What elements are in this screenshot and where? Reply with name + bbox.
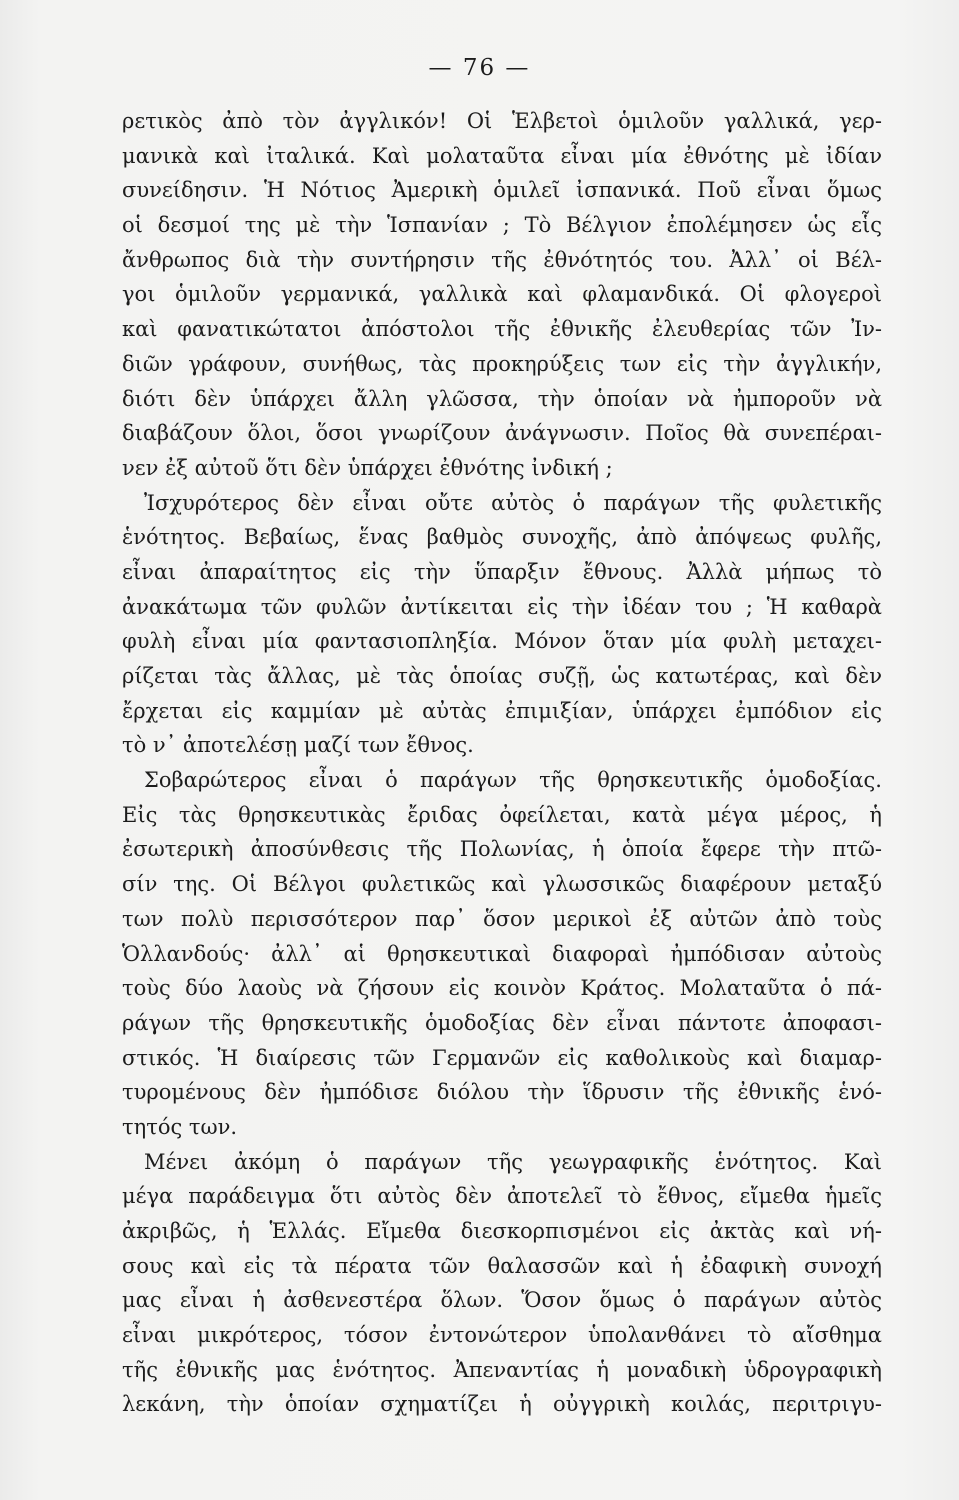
text-line: ἀκριβῶς, ἡ Ἑλλάς. Εἴμεθα διεσκορπισμένοι εἰς ἀκτὰς καὶ νή- bbox=[122, 1219, 882, 1243]
text-line: διῶν γράφουν, συνήθως, τὰς προκηρύξεις των εἰς τὴν ἀγγλικήν, bbox=[122, 351, 882, 376]
text-line: σους καὶ εἰς τὰ πέρατα τῶν θαλασσῶν καὶ ἡ ἐδαφικὴ συνοχή bbox=[122, 1253, 882, 1278]
text-line: συνείδησιν. Ἡ Νότιος Ἀμερικὴ ὁμιλεῖ ἰσπανικά. Ποῦ εἶναι ὅμως bbox=[122, 178, 882, 203]
text-line: τὸ ν᾽ ἀποτελέσῃ μαζί των ἔθνος. bbox=[122, 733, 474, 758]
text-line: εἶναι μικρότερος, τόσον ἐντονώτερον ὑπολανθάνει τὸ αἴσθημα bbox=[122, 1323, 882, 1348]
text-line: οἱ δεσμοί της μὲ τὴν Ἱσπανίαν ; Τὸ Βέλγιον ἐπολέμησεν ὡς εἷς bbox=[122, 213, 882, 238]
text-line: ρίζεται τὰς ἄλλας, μὲ τὰς ὁποίας συζῇ, ὡς κατωτέρας, καὶ δὲν bbox=[122, 664, 882, 688]
text-line: στικός. Ἡ διαίρεσις τῶν Γερμανῶν εἰς καθολικοὺς καὶ διαμαρ- bbox=[122, 1045, 882, 1070]
text-line: ρετικὸς ἀπὸ τὸν ἀγγλικόν! Οἱ Ἑλβετοὶ ὁμιλοῦν γαλλικά, γερ- bbox=[122, 109, 882, 133]
text-line: σίν της. Οἱ Βέλγοι φυλετικῶς καὶ γλωσσικῶς διαφέρουν μεταξύ bbox=[122, 872, 882, 897]
text-line: Ὁλλανδούς· ἀλλ᾽ αἱ θρησκευτικαὶ διαφοραὶ ἠμπόδισαν αὐτοὺς bbox=[122, 941, 882, 966]
text-line: Μένει ἀκόμη ὁ παράγων τῆς γεωγραφικῆς ἑνότητος. Καὶ bbox=[144, 1149, 882, 1174]
text-line: ἐσωτερικὴ ἀποσύνθεσις τῆς Πολωνίας, ἡ ὁποία ἔφερε τὴν πτῶ- bbox=[122, 837, 882, 862]
body-text bbox=[122, 104, 882, 1422]
text-line: Σοβαρώτερος εἶναι ὁ παράγων τῆς θρησκευτικῆς ὁμοδοξίας. bbox=[144, 768, 882, 793]
text-line: ἀνακάτωμα τῶν φυλῶν ἀντίκειται εἰς τὴν ἰδέαν του ; Ἡ καθαρὰ bbox=[122, 594, 882, 619]
text-line: μέγα παράδειγμα ὅτι αὐτὸς δὲν ἀποτελεῖ τὸ ἔθνος, εἴμεθα ἡμεῖς bbox=[122, 1184, 882, 1209]
text-line: μας εἶναι ἡ ἀσθενεστέρα ὅλων. Ὅσον ὅμως ὁ παράγων αὐτὸς bbox=[122, 1288, 882, 1313]
text-line: διότι δὲν ὑπάρχει ἄλλη γλῶσσα, τὴν ὁποίαν νὰ ἠμποροῦν νὰ bbox=[122, 386, 882, 411]
text-line: τῆς ἐθνικῆς μας ἑνότητος. Ἀπεναντίας ἡ μοναδικὴ ὑδρογραφικὴ bbox=[122, 1357, 882, 1382]
text-line: καὶ φανατικώτατοι ἀπόστολοι τῆς ἐθνικῆς ἐλευθερίας τῶν Ἰν- bbox=[122, 317, 882, 342]
text-line: μανικὰ καὶ ἰταλικά. Καὶ μολαταῦτα εἶναι μία ἐθνότης μὲ ἰδίαν bbox=[122, 143, 882, 168]
text-line: τητός των. bbox=[122, 1114, 238, 1139]
text-line: διαβάζουν ὅλοι, ὅσοι γνωρίζουν ἀνάγνωσιν. Ποῖος θὰ συνεπέραι- bbox=[122, 421, 882, 446]
text-line: ἄνθρωπος διὰ τὴν συντήρησιν τῆς ἐθνότητός του. Ἀλλ᾽ οἱ Βέλ- bbox=[122, 247, 882, 272]
text-line: γοι ὁμιλοῦν γερμανικά, γαλλικὰ καὶ φλαμανδικά. Οἱ φλογεροὶ bbox=[122, 282, 882, 307]
text-line: ἑνότητος. Βεβαίως, ἕνας βαθμὸς συνοχῆς, ἀπὸ ἀπόψεως φυλῆς, bbox=[122, 525, 882, 550]
text-line: φυλὴ εἶναι μία φαντασιοπληξία. Μόνον ὅταν μία φυλὴ μεταχει- bbox=[122, 629, 882, 654]
text-line: ράγων τῆς θρησκευτικῆς ὁμοδοξίας δὲν εἶναι πάντοτε ἀποφασι- bbox=[122, 1010, 882, 1035]
text-line: τυρομένους δὲν ἠμπόδισε διόλου τὴν ἵδρυσιν τῆς ἐθνικῆς ἑνό- bbox=[122, 1080, 882, 1105]
text-line: λεκάνη, τὴν ὁποίαν σχηματίζει ἡ οὐγγρικὴ κοιλάς, περιτριγυ- bbox=[122, 1392, 882, 1417]
text-line: εἶναι ἀπαραίτητος εἰς τὴν ὕπαρξιν ἔθνους. Ἀλλὰ μήπως τὸ bbox=[122, 559, 882, 584]
text-line: Εἰς τὰς θρησκευτικὰς ἔριδας ὀφείλεται, κατὰ μέγα μέρος, ἡ bbox=[122, 802, 882, 827]
text-line: Ἰσχυρότερος δὲν εἶναι οὔτε αὐτὸς ὁ παράγων τῆς φυλετικῆς bbox=[144, 490, 882, 515]
page-number: — 76 — bbox=[428, 55, 531, 81]
text-line: τοὺς δύο λαοὺς νὰ ζήσουν εἰς κοινὸν Κράτος. Μολαταῦτα ὁ πά- bbox=[122, 976, 882, 1001]
text-line: νεν ἐξ αὐτοῦ ὅτι δὲν ὑπάρχει ἐθνότης ἰνδική ; bbox=[122, 455, 613, 480]
text-line: των πολὺ περισσότερον παρ᾽ ὅσον μερικοὶ ἐξ αὐτῶν ἀπὸ τοὺς bbox=[122, 906, 882, 931]
text-line: ἔρχεται εἰς καμμίαν μὲ αὐτὰς ἐπιμιξίαν, ὑπάρχει ἐμπόδιον εἰς bbox=[122, 698, 882, 723]
